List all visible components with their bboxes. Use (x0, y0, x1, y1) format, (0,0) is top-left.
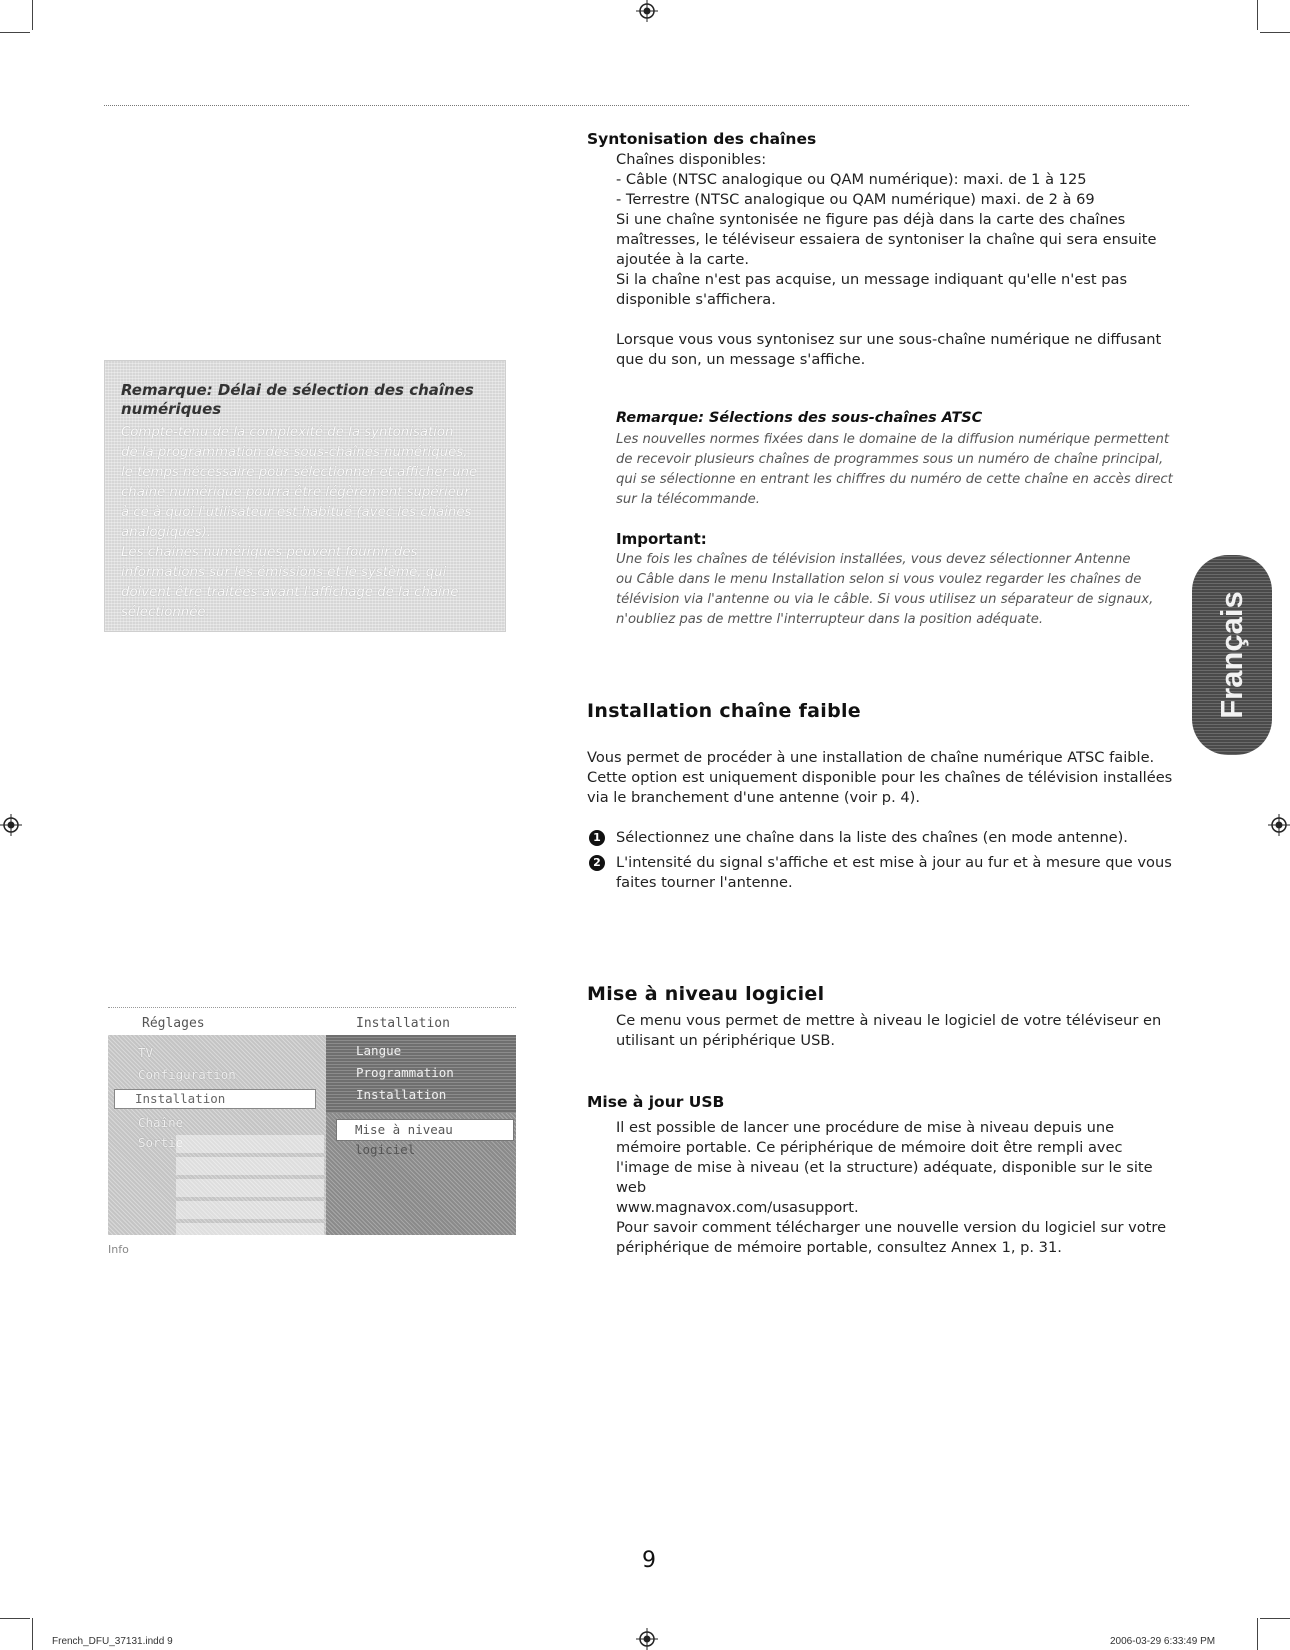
text-line: - Câble (NTSC analogique ou QAM numérique): maxi. de 1 à 125 (616, 171, 1087, 188)
text-line: mémoire portable. Ce périphérique de mémoire doit être rempli avec (616, 1139, 1123, 1156)
footer-timestamp: 2006-03-29 6:33:49 PM (1110, 1636, 1216, 1647)
usb-text (616, 1118, 1186, 1258)
text-line: via le branchement d'une antenne (voir p. 4). (587, 789, 920, 806)
menu-placeholder-bars (176, 1135, 324, 1263)
registration-mark-icon (636, 1628, 658, 1650)
text-line: Cette option est uniquement disponible pour les chaînes de télévision installées (587, 769, 1173, 786)
text-line: Chaînes disponibles: (616, 151, 767, 168)
tv-menu-screenshot (108, 1007, 516, 1265)
software-text (616, 1011, 1186, 1051)
language-tab (1192, 555, 1272, 755)
important-text (616, 550, 1186, 630)
menu-item[interactable]: TV (138, 1045, 154, 1060)
placeholder-bar (176, 1135, 324, 1153)
text-line: utilisant un périphérique USB. (616, 1032, 835, 1049)
text-line: www.magnavox.com/usasupport. (616, 1199, 859, 1216)
note-atsc-text (616, 430, 1186, 510)
menu-item[interactable]: Langue (356, 1043, 402, 1058)
menu-item[interactable]: Programmation (356, 1065, 454, 1080)
text-line: Si la chaîne n'est pas acquise, un message indiquant qu'elle n'est pas (616, 271, 1128, 288)
text-line: ou Câble dans le menu Installation selon si vous voulez regarder les chaînes de (616, 572, 1142, 587)
text-line: à ce à quoi l'utilisateur est habitué (avec les chaînes (121, 505, 472, 520)
text-line: Lorsque vous vous syntonisez sur une sous-chaîne numérique ne diffusant (616, 331, 1162, 348)
crop-mark (0, 32, 30, 33)
menu-header-left: Réglages (142, 1016, 205, 1031)
step-number-icon: 1 (589, 830, 605, 846)
text-line: n'oubliez pas de mettre l'interrupteur dans la position adéquate. (616, 612, 1044, 627)
menu-header (108, 1007, 516, 1032)
menu-item[interactable]: Configuration (138, 1067, 236, 1082)
placeholder-bar (176, 1179, 324, 1197)
menu-header-right: Installation (356, 1016, 450, 1031)
text-line: qui se sélectionne en entrant les chiffres du numéro de cette chaîne en accès direct (616, 472, 1173, 487)
delay-note-box (104, 360, 506, 632)
menu-info-label: Info (108, 1243, 129, 1256)
crop-mark (1257, 1618, 1258, 1650)
text-line: télévision via l'antenne ou via le câble. Si vous utilisez un séparateur de signaux, (616, 592, 1154, 607)
text-line: sur la télécommande. (616, 492, 760, 507)
crop-mark (32, 0, 33, 30)
text-line: Il est possible de lancer une procédure de mise à niveau depuis une (616, 1119, 1115, 1136)
crop-mark (1260, 1618, 1290, 1619)
section-title-software: Mise à niveau logiciel (587, 983, 825, 1005)
text-line: Sélectionnez une chaîne dans la liste des chaînes (en mode antenne). (616, 829, 1128, 846)
text-line: Pour savoir comment télécharger une nouvelle version du logiciel sur votre (616, 1219, 1167, 1236)
delay-note-title: Remarque: Délai de sélection des chaînes numériques (121, 381, 474, 418)
menu-item-selected[interactable]: Mise à niveau logiciel (336, 1119, 514, 1141)
crop-mark (0, 1618, 30, 1619)
text-line: ajoutée à la carte. (616, 251, 750, 268)
section-title-weak: Installation chaîne faible (587, 700, 861, 722)
step-item (589, 853, 1189, 893)
text-line: maîtresses, le téléviseur essaiera de syntoniser la chaîne qui sera ensuite (616, 231, 1157, 248)
important-title: Important: (616, 530, 707, 548)
text-line: Compte-tenu de la complexité de la syntonisation (121, 425, 454, 440)
menu-item[interactable]: Chaîne (138, 1115, 184, 1130)
registration-mark-icon (636, 0, 658, 22)
subchannel-text (616, 330, 1176, 370)
note-atsc-title: Remarque: Sélections des sous-chaînes ATSC (616, 410, 983, 426)
menu-item[interactable]: Installation (356, 1087, 447, 1102)
delay-note-text (121, 423, 491, 623)
footer-file: French_DFU_37131.indd 9 (52, 1636, 173, 1647)
text-line: Si une chaîne syntonisée ne figure pas déjà dans la carte des chaînes (616, 211, 1126, 228)
text-line: que du son, un message s'affiche. (616, 351, 866, 368)
text-line: l'image de mise à niveau (et la structure) adéquate, disponible sur le site web (616, 1159, 1153, 1196)
text-line: Vous permet de procéder à une installation de chaîne numérique ATSC faible. (587, 749, 1155, 766)
registration-mark-icon (0, 814, 22, 836)
menu-item[interactable]: Sortie (138, 1135, 184, 1150)
sync-text (616, 150, 1176, 310)
crop-mark (1260, 32, 1290, 33)
text-line: analogiques). (121, 525, 212, 540)
section-title-sync: Syntonisation des chaînes (587, 130, 817, 148)
text-line: périphérique de mémoire portable, consultez Annex 1, p. 31. (616, 1239, 1062, 1256)
placeholder-bar (176, 1223, 324, 1241)
page-number: 9 (642, 1548, 656, 1573)
menu-item-selected[interactable]: Installation (114, 1089, 316, 1109)
section-title-usb: Mise à jour USB (587, 1093, 725, 1111)
text-line: L'intensité du signal s'affiche et est mise à jour au fur et à mesure que vous (616, 854, 1172, 871)
text-line: le temps nécessaire pour sélectionner et afficher une (121, 465, 478, 480)
step-number-icon: 2 (589, 855, 605, 871)
text-line: Une fois les chaînes de télévision installées, vous devez sélectionner Antenne (616, 552, 1131, 567)
text-line: sélectionnée. (121, 605, 210, 620)
placeholder-bar (176, 1201, 324, 1219)
menu-right-panel (326, 1035, 516, 1235)
text-line: - Terrestre (NTSC analogique ou QAM numérique) maxi. de 2 à 69 (616, 191, 1095, 208)
text-line: de la programmation des sous-chaînes numériques, (121, 445, 468, 460)
menu-left-panel (108, 1035, 326, 1235)
text-line: faites tourner l'antenne. (616, 874, 793, 891)
text-line: Ce menu vous permet de mettre à niveau le logiciel de votre téléviseur en (616, 1012, 1162, 1029)
text-line: Les nouvelles normes fixées dans le domaine de la diffusion numérique permettent (616, 432, 1170, 447)
language-tab-label: Français (1214, 591, 1249, 719)
menu-right-upper (326, 1035, 516, 1113)
text-line: disponible s'affichera. (616, 291, 776, 308)
crop-mark (32, 1618, 33, 1650)
step-item (589, 828, 1189, 848)
text-line: chaîne numérique pourra être légèrement supérieur (121, 485, 470, 500)
text-line: doivent être traitées avant l'affichage de la chaîne (121, 585, 459, 600)
weak-text (587, 748, 1187, 808)
text-line: de recevoir plusieurs chaînes de programmes sous un numéro de chaîne principal, (616, 452, 1164, 467)
text-line: informations sur les émissions et le système, qui (121, 565, 447, 580)
crop-mark (1257, 0, 1258, 30)
top-dotted-rule (104, 105, 1189, 106)
placeholder-bar (176, 1157, 324, 1175)
registration-mark-icon (1268, 814, 1290, 836)
text-line: Les chaînes numériques peuvent fournir des (121, 545, 418, 560)
